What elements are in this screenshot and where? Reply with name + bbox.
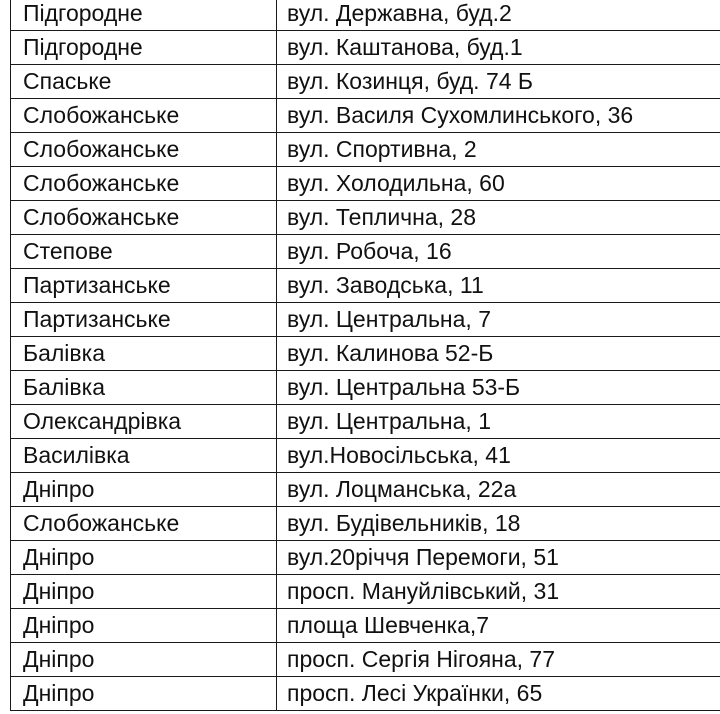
- address-cell: вул. Центральна, 1: [277, 405, 720, 439]
- address-cell: вул. Центральна, 7: [277, 303, 720, 337]
- address-cell: вул. Калинова 52-Б: [277, 337, 720, 371]
- address-cell: просп. Мануйлівський, 31: [277, 575, 720, 609]
- address-cell: просп. Лесі Українки, 65: [277, 677, 720, 711]
- settlement-cell: Балівка: [11, 337, 277, 371]
- table-row: [11, 201, 720, 235]
- table-row: [11, 439, 720, 473]
- settlement-cell: Василівка: [11, 439, 277, 473]
- address-cell: вул. Теплична, 28: [277, 201, 720, 235]
- table-row: [11, 235, 720, 269]
- table-row: [11, 133, 720, 167]
- table-row: [11, 609, 720, 643]
- address-cell: вул. Василя Сухомлинського, 36: [277, 99, 720, 133]
- table-row: [11, 507, 720, 541]
- settlement-cell: Дніпро: [11, 677, 277, 711]
- address-cell: вул.20річчя Перемоги, 51: [277, 541, 720, 575]
- settlement-cell: Дніпро: [11, 541, 277, 575]
- address-cell: вул. Каштанова, буд.1: [277, 31, 720, 65]
- settlement-cell: Слобожанське: [11, 99, 277, 133]
- settlement-cell: Слобожанське: [11, 201, 277, 235]
- table-row: [11, 65, 720, 99]
- table-row: [11, 0, 720, 31]
- table-row: [11, 541, 720, 575]
- settlement-cell: Партизанське: [11, 303, 277, 337]
- settlement-cell: Степове: [11, 235, 277, 269]
- address-cell: площа Шевченка,7: [277, 609, 720, 643]
- address-table: [10, 0, 720, 711]
- settlement-cell: Дніпро: [11, 575, 277, 609]
- table-row: [11, 473, 720, 507]
- table-row: [11, 677, 720, 711]
- table-row: [11, 405, 720, 439]
- table-row: [11, 303, 720, 337]
- address-cell: вул. Козинця, буд. 74 Б: [277, 65, 720, 99]
- address-cell: вул. Спортивна, 2: [277, 133, 720, 167]
- address-cell: вул. Будівельників, 18: [277, 507, 720, 541]
- settlement-cell: Спаське: [11, 65, 277, 99]
- settlement-cell: Дніпро: [11, 609, 277, 643]
- settlement-cell: Підгородне: [11, 0, 277, 31]
- settlement-cell: Слобожанське: [11, 507, 277, 541]
- address-cell: вул. Робоча, 16: [277, 235, 720, 269]
- table-row: [11, 167, 720, 201]
- settlement-cell: Партизанське: [11, 269, 277, 303]
- settlement-cell: Підгородне: [11, 31, 277, 65]
- table-row: [11, 31, 720, 65]
- address-cell: вул. Заводська, 11: [277, 269, 720, 303]
- settlement-cell: Слобожанське: [11, 167, 277, 201]
- settlement-cell: Дніпро: [11, 643, 277, 677]
- table-row: [11, 575, 720, 609]
- address-cell: просп. Сергія Нігояна, 77: [277, 643, 720, 677]
- address-cell: вул. Державна, буд.2: [277, 0, 720, 31]
- address-cell: вул. Центральна 53-Б: [277, 371, 720, 405]
- address-cell: вул. Лоцманська, 22а: [277, 473, 720, 507]
- settlement-cell: Дніпро: [11, 473, 277, 507]
- settlement-cell: Олександрівка: [11, 405, 277, 439]
- settlement-cell: Балівка: [11, 371, 277, 405]
- address-cell: вул.Новосільська, 41: [277, 439, 720, 473]
- address-table-body: [11, 0, 720, 711]
- table-row: [11, 99, 720, 133]
- table-row: [11, 643, 720, 677]
- address-cell: вул. Холодильна, 60: [277, 167, 720, 201]
- table-row: [11, 337, 720, 371]
- settlement-cell: Слобожанське: [11, 133, 277, 167]
- table-row: [11, 371, 720, 405]
- table-row: [11, 269, 720, 303]
